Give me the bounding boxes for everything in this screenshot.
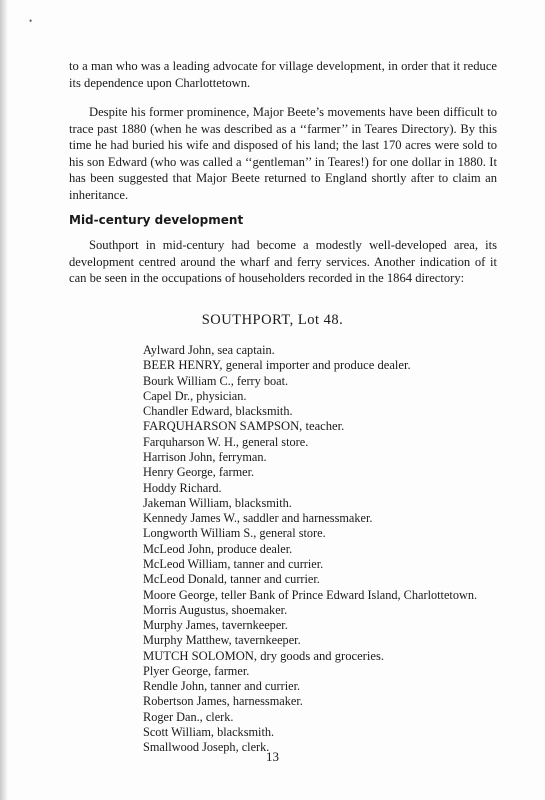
paragraph-beete: Despite his former prominence, Major Beete’s movements have been difficult to trace past 1880 (when he was described as a ‘‘farmer’’ in Teares Directory). By this time he had buried his wife and disposed of his land; the last 170 acres were sold to his son Edward (who was called a ‘‘gentleman’’ in Teares!) for one dollar in 1880. It has been suggested that Major Beete returned to England shortly after to claim an inheritance. <box>69 105 497 202</box>
directory-entry: Harrison John, ferryman. <box>143 449 267 464</box>
directory-entry: FARQUHARSON SAMPSON, teacher. <box>143 419 345 434</box>
directory-entry: Smallwood Joseph, clerk. <box>143 740 270 755</box>
directory-entry: McLeod John, produce dealer. <box>143 541 293 556</box>
directory-title: SOUTHPORT, Lot 48. <box>201 312 344 328</box>
page-number: 13 <box>266 749 279 764</box>
directory-entry: Bourk William C., ferry boat. <box>143 373 289 388</box>
directory-entry: Robertson James, harnessmaker. <box>143 694 303 709</box>
directory-entry: Capel Dr., physician. <box>143 388 247 403</box>
directory-entry: MUTCH SOLOMON, dry goods and groceries. <box>143 648 385 663</box>
directory-entry: Chandler Edward, blacksmith. <box>143 404 293 419</box>
directory-entry: Murphy Matthew, tavernkeeper. <box>143 633 301 648</box>
directory-entry: BEER HENRY, general importer and produce dealer. <box>143 358 411 373</box>
directory-entry: Scott William, blacksmith. <box>143 725 275 740</box>
directory-entry: Henry George, farmer. <box>143 465 255 480</box>
directory-entry: Hoddy Richard. <box>143 480 222 495</box>
directory-entry: Plyer George, farmer. <box>143 663 250 678</box>
directory-entry: Farquharson W. H., general store. <box>143 434 309 449</box>
directory-entry: Morris Augustus, shoemaker. <box>143 602 288 617</box>
directory-entry: Longworth William S., general store. <box>143 526 326 541</box>
directory-entry: Jakeman William, blacksmith. <box>143 495 292 510</box>
directory-entry: McLeod William, tanner and currier. <box>143 556 324 571</box>
directory-entry: Moore George, teller Bank of Prince Edward Island, Charlottetown. <box>143 587 478 602</box>
margin-mark: • <box>29 16 33 26</box>
directory-entry: Murphy James, tavernkeeper. <box>143 618 288 633</box>
directory-entry: Roger Dan., clerk. <box>143 709 234 724</box>
directory-entry: Kennedy James W., saddler and harnessmaker. <box>143 511 373 526</box>
paragraph-intro: to a man who was a leading advocate for village development, in order that it reduce its dependence upon Charlottetown. <box>69 59 497 90</box>
directory-list <box>143 343 543 756</box>
section-heading: Mid-century development <box>69 213 244 227</box>
directory-entry: Aylward John, sea captain. <box>143 343 275 357</box>
paragraph-midcentury: Southport in mid-century had become a modestly well-developed area, its development centred around the wharf and ferry services. Another indication of it can be seen in the occupations of householders recorded in the 1864 directory: <box>69 238 497 285</box>
directory-entry: Rendle John, tanner and currier. <box>143 679 301 694</box>
directory-entry: McLeod Donald, tanner and currier. <box>143 572 320 587</box>
binding-shadow <box>0 0 8 800</box>
